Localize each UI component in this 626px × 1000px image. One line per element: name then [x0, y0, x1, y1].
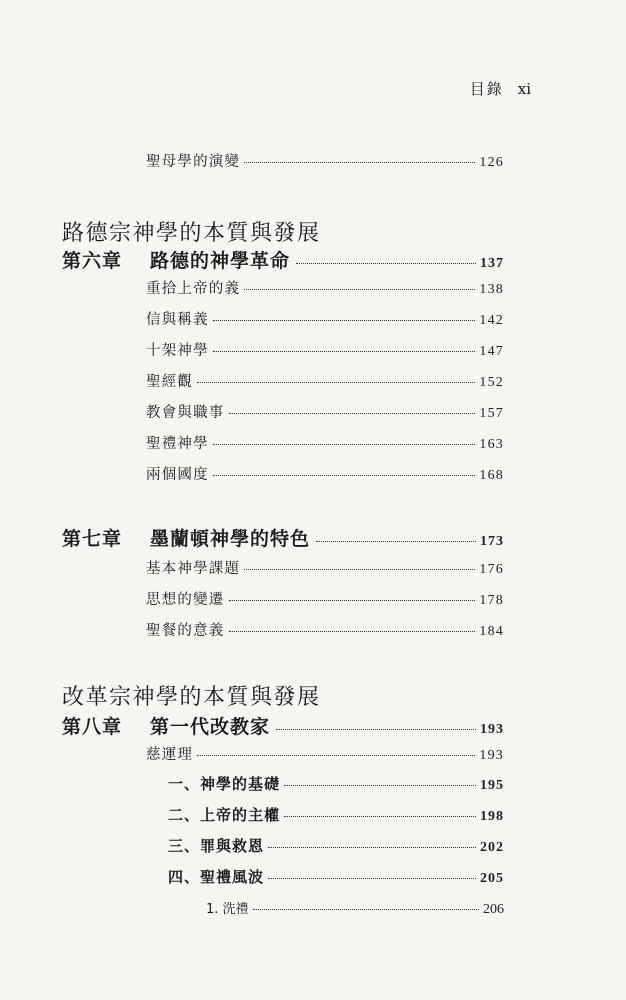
toc-entry-label: 重拾上帝的義 — [146, 281, 241, 297]
toc-entry[interactable] — [146, 557, 504, 578]
dot-leader — [229, 600, 476, 601]
dot-leader — [268, 878, 476, 879]
chapter-page: 137 — [480, 256, 504, 271]
dot-leader — [268, 847, 476, 848]
running-head-page-number: xi — [517, 80, 531, 98]
dot-leader — [213, 475, 476, 476]
toc-subentry-label: 三、罪與救恩 — [168, 837, 265, 855]
toc-subentry[interactable] — [168, 773, 504, 794]
toc-entry[interactable] — [146, 743, 504, 764]
toc-entry-label: 聖禮神學 — [146, 436, 209, 452]
toc-entry[interactable] — [146, 432, 504, 453]
toc-entry-label: 信與稱義 — [146, 312, 209, 328]
toc-entry-page: 163 — [479, 437, 504, 452]
chapter-entry[interactable] — [62, 246, 504, 273]
toc-entry[interactable] — [146, 277, 504, 298]
toc-entry-label: 慈運理 — [146, 747, 194, 763]
dot-leader — [296, 263, 476, 264]
running-head-title: 目錄 — [469, 80, 504, 98]
chapter-number: 第七章 — [62, 528, 123, 550]
toc-entry-label: 基本神學課題 — [146, 561, 241, 577]
toc-entry-page: 168 — [479, 468, 504, 483]
toc-entry-page: 147 — [479, 344, 504, 359]
toc-entry-page: 176 — [479, 562, 504, 577]
chapter-page: 173 — [480, 534, 504, 549]
toc-entry-label: 聖餐的意義 — [146, 623, 225, 639]
toc-subentry-page: 205 — [480, 871, 504, 886]
chapter-number: 第八章 — [62, 716, 123, 738]
toc-subentry-page: 202 — [480, 840, 504, 855]
toc-subentry-page: 195 — [480, 778, 504, 793]
toc-entry-page: 157 — [479, 406, 504, 421]
part-heading: 路德宗神學的本質與發展 — [62, 221, 321, 246]
chapter-title: 第一代改教家 — [150, 716, 271, 738]
dot-leader — [197, 755, 475, 756]
toc-entry[interactable] — [146, 401, 504, 422]
toc-entry-label: 十架神學 — [146, 343, 209, 359]
toc-entry-page: 152 — [479, 375, 504, 390]
toc-entry-page: 193 — [479, 748, 504, 763]
dot-leader — [244, 569, 475, 570]
chapter-entry[interactable] — [62, 524, 504, 551]
toc-entry[interactable] — [146, 463, 504, 484]
toc-entry-label: 聖經觀 — [146, 374, 194, 390]
running-head — [470, 78, 531, 99]
toc-subentry[interactable] — [168, 866, 504, 887]
toc-entry-page: 138 — [479, 282, 504, 297]
toc-subentry-label: 二、上帝的主權 — [168, 806, 281, 824]
toc-subentry[interactable] — [168, 804, 504, 825]
dot-leader — [316, 541, 476, 542]
part-heading: 改革宗神學的本質與發展 — [62, 685, 321, 710]
toc-entry-label: 教會與職事 — [146, 405, 225, 421]
toc-entry-page: 142 — [479, 313, 504, 328]
dot-leader — [229, 413, 476, 414]
dot-leader — [197, 382, 475, 383]
toc-subentry-label: 四、聖禮風波 — [168, 868, 265, 886]
toc-entry[interactable] — [146, 370, 504, 391]
toc-entry[interactable] — [146, 619, 504, 640]
toc-subentry-label: 一、神學的基礎 — [168, 775, 281, 793]
dot-leader — [276, 729, 476, 730]
toc-entry-label: 兩個國度 — [146, 467, 209, 483]
toc-item-page: 206 — [483, 902, 504, 917]
toc-item[interactable] — [206, 898, 504, 918]
dot-leader — [284, 785, 476, 786]
chapter-title: 墨蘭頓神學的特色 — [150, 528, 311, 550]
toc-entry-page: 126 — [479, 155, 504, 170]
toc-item-label: 1. 洗禮 — [206, 902, 249, 917]
toc-entry[interactable] — [146, 339, 504, 360]
chapter-entry[interactable] — [62, 712, 504, 739]
dot-leader — [213, 351, 476, 352]
toc-subentry-page: 198 — [480, 809, 504, 824]
toc-entry[interactable] — [146, 150, 504, 171]
dot-leader — [213, 320, 476, 321]
chapter-page: 193 — [480, 722, 504, 737]
toc-entry-page: 178 — [479, 593, 504, 608]
dot-leader — [244, 162, 475, 163]
dot-leader — [229, 631, 476, 632]
dot-leader — [284, 816, 476, 817]
toc-entry[interactable] — [146, 588, 504, 609]
toc-entry-page: 184 — [479, 624, 504, 639]
dot-leader — [253, 909, 479, 910]
dot-leader — [244, 289, 475, 290]
toc-entry-label: 思想的變遷 — [146, 592, 225, 608]
dot-leader — [213, 444, 476, 445]
toc-subentry[interactable] — [168, 835, 504, 856]
toc-entry[interactable] — [146, 308, 504, 329]
chapter-number: 第六章 — [62, 250, 123, 272]
toc-entry-label: 聖母學的演變 — [146, 154, 241, 170]
chapter-title: 路德的神學革命 — [150, 250, 291, 272]
